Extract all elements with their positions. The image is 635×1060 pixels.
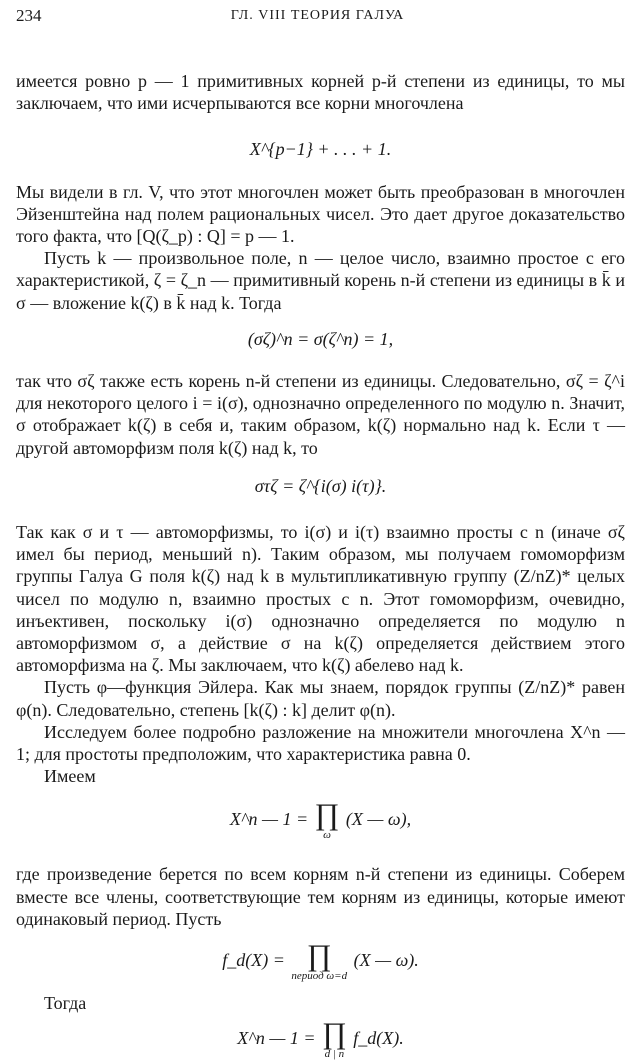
formula-cyclotomic-sum: X^{p−1} + . . . + 1. xyxy=(249,139,392,160)
running-head: ГЛ. VIII ТЕОРИЯ ГАЛУА xyxy=(230,8,405,23)
formula-rhs: f_d(X). xyxy=(353,1028,404,1049)
product-subscript: ω xyxy=(323,829,331,842)
page-number: 234 xyxy=(16,6,42,25)
paragraph-5: Так как σ и τ — автоморфизмы, то i(σ) и i(τ) взаимно просты с n (иначе σζ имел бы период, меньший n). Таким образом, мы получаем гомоморфизм группы Галуа G поля k(ζ) над k в мультипликативную группу (Z/nZ)* целых чисел по модулю n, взаимно простых с n. Этот гомоморфизм, очевидно, инъективен, поскольку i(σ) однозначно определяется по модулю n автоморфизмом σ, а действие σ на k(ζ) определяется действием этого автоморфизма на ζ. Мы заключаем, что k(ζ) абелево над k. xyxy=(16,522,625,676)
paragraph-10: Тогда xyxy=(44,993,87,1014)
formula-product-fd xyxy=(16,1014,625,1060)
paragraph-6: Пусть φ—функция Эйлера. Как мы знаем, порядок группы (Z/nZ)* равен φ(n). Следовательно, степень [k(ζ) : k] делит φ(n). xyxy=(16,677,625,720)
formula-sigma-tau-zeta: στζ = ζ^{i(σ) i(τ)}. xyxy=(254,475,387,496)
paragraph-3: Пусть k — произвольное поле, n — целое число, взаимно простое с его характеристикой, ζ = ζ_n — примитивный корень n-й степени из единицы в k̄ и σ — вложение k(ζ) в k̄ над k. Тогда xyxy=(16,248,625,313)
formula-lhs: f_d(X) = xyxy=(222,950,285,971)
product-symbol: ∏ xyxy=(322,1017,347,1051)
product-operator xyxy=(314,798,340,842)
paragraph-8: Имеем xyxy=(44,766,96,787)
paragraph-9: где произведение берется по всем корням n-й степени из единицы. Соберем вместе все члены, соответствующие тем корням из единицы, которые имеют одинаковый период. Пусть xyxy=(16,864,625,929)
product-subscript: d | n xyxy=(324,1048,345,1060)
paragraph-7: Исследуем более подробно разложение на множители многочлена X^n — 1; для простоты предположим, что характеристика равна 0. xyxy=(16,721,625,765)
paragraph-4: так что σζ также есть корень n-й степени из единицы. Следовательно, σζ = ζ^i для некоторого целого i = i(σ), однозначно определенного по модулю n. Значит, σ отображает k(ζ) в себя и, таким образом, k(ζ) нормально над k. Если τ — другой автоморфизм поля k(ζ) над k, то xyxy=(16,371,625,458)
formula-rhs: (X — ω), xyxy=(345,809,412,830)
product-subscript: период ω=d xyxy=(291,970,348,983)
product-operator xyxy=(322,1017,347,1060)
formula-lhs: X^n — 1 = xyxy=(237,1028,316,1049)
paragraph-1: имеется ровно p — 1 примитивных корней p-й степени из единицы, то мы заключаем, что ими исчерпываются все корни многочлена xyxy=(16,71,625,114)
formula-lhs: X^n — 1 = xyxy=(229,809,309,830)
formula-sigma-zeta-power: (σζ)^n = σ(ζ^n) = 1, xyxy=(247,328,394,349)
product-symbol: ∏ xyxy=(306,939,332,973)
page-body xyxy=(16,70,625,1060)
formula-product-roots xyxy=(16,787,625,863)
paragraph-2: Мы видели в гл. V, что этот многочлен может быть преобразован в многочлен Эйзенштейна над полем рациональных чисел. Это дает другое доказательство того факта, что [Q(ζ_p) : Q] = p — 1. xyxy=(16,181,625,247)
product-operator xyxy=(291,939,348,983)
formula-fd-definition xyxy=(16,930,625,992)
formula-rhs: (X — ω). xyxy=(353,950,419,971)
page-header xyxy=(16,6,619,30)
product-symbol: ∏ xyxy=(314,798,340,832)
